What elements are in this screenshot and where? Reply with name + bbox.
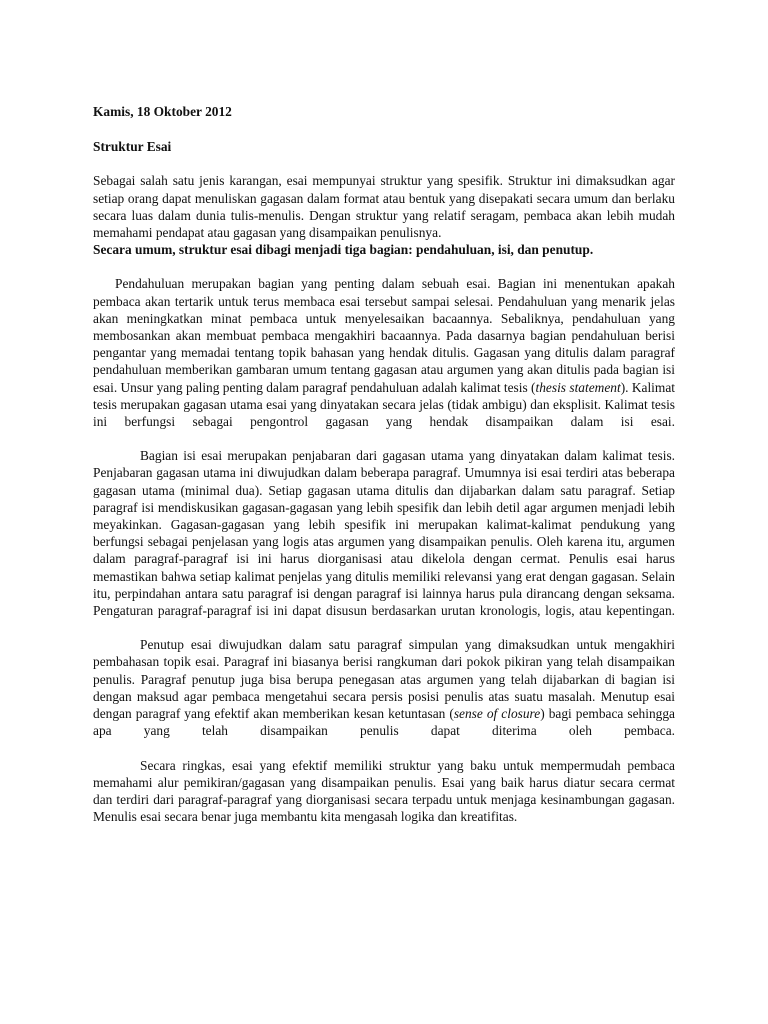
paragraph-conclusion-text-a: Penutup esai diwujudkan dalam satu paragraf simpulan yang dimaksudkan untuk mengakhiri pembahasan topik esai. Paragraf ini biasanya berisi rangkuman dari pokok pikiran yang telah disampaikan penulis. Paragraf penutup juga bisa berupa penegasan atas argumen yang telah dijabarkan di bagian isi dengan maksud agar pembaca mengetahui secara persis posisi penulis atas suatu masalah. Menutup esai dengan paragraf yang efektif akan memberikan kesan ketuntasan ( (93, 637, 675, 722)
paragraph-body: Bagian isi esai merupakan penjabaran dari gagasan utama yang dinyatakan dalam kalimat tesis. Penjabaran gagasan utama ini diwujudkan dalam beberapa paragraf. Umumnya isi esai terdiri atas beberapa gagasan utama (minimal dua). Setiap gagasan utama ditulis dan dijabarkan dalam satu paragraf. Setiap paragraf isi mendiskusikan gagasan-gagasan yang lebih spesifik dan lebih detil agar argumen menjadi lebih meyakinkan. Gagasan-gagasan yang lebih spesifik ini merupakan kalimat-kalimat pendukung yang berfungsi sebagai penjelasan yang logis atas argumen yang disampaikan penulis. Oleh karena itu, argumen dalam paragraf-paragraf isi ini harus diorganisasi atau dikelola dengan cermat. Penulis esai harus memastikan bahwa setiap kalimat penjelas yang ditulis memiliki relevansi yang erat dengan gagasan. Selain itu, perpindahan antara satu paragraf isi dengan paragraf isi lainnya harus pula dirancang dengan seksama. Pengaturan paragraf-paragraf isi ini dapat disusun berdasarkan urutan kronologis, logis, atau kepentingan. (93, 448, 675, 619)
paragraph-introduction (93, 275, 675, 430)
paragraph-conclusion (93, 636, 675, 739)
paragraph-summary: Secara ringkas, esai yang efektif memiliki struktur yang baku untuk mempermudah pembaca memahami alur pemikiran/gagasan yang disampaikan penulis. Esai yang baik harus diatur secara cermat dan terdiri dari paragraf-paragraf yang diorganisasi secara terpadu untuk menjaga kesinambungan gagasan. Menulis esai secara benar juga membantu kita mengasah logika dan kreatifitas. (93, 757, 675, 825)
paragraph-conclusion-text-b: ) bagi pembaca sehingga apa yang telah disampaikan penulis dapat diterima oleh pembaca. (93, 706, 675, 739)
paragraph-conclusion-emphasis: sense of closure (453, 706, 541, 722)
intro-paragraph: Sebagai salah satu jenis karangan, esai mempunyai struktur yang spesifik. Struktur ini dimaksudkan agar setiap orang dapat menuliskan gagasan dalam format atau bentuk yang disepakati secara umum dan berlaku secara luas dalam dunia tulis-menulis. Dengan struktur yang relatif seragam, pembaca akan lebih mudah memahami pendapat atau gagasan yang disampaikan penulisnya. (93, 173, 675, 241)
paragraph-introduction-text-b: ). Kalimat tesis merupakan gagasan utama esai yang dinyatakan secara jelas (tidak ambigu) dan eksplisit. Kalimat tesis ini berfungsi sebagai pengontrol gagasan yang hendak disampaikan dalam isi esai. (93, 379, 675, 430)
paragraph-introduction-text-a: Pendahuluan merupakan bagian yang penting dalam sebuah esai. Bagian ini menentukan apakah pembaca akan tertarik untuk terus membaca esai tersebut sampai selesai. Pendahuluan yang menarik jelas akan meningkatkan minat pembaca untuk menyelesaikan bacaannya. Sebaliknya, pendahuluan yang membosankan akan membuat pembaca mengakhiri bacaannya. Pada dasarnya bagian pendahuluan berisi pengantar yang memadai tentang topik bahasan yang hendak ditulis. Gagasan yang ditulis dalam paragraf pendahuluan memberikan gambaran umum tentang gagasan atau argumen yang akan ditulis pada bagian isi esai. Unsur yang paling penting dalam paragraf pendahuluan adalah kalimat tesis ( (93, 276, 675, 395)
document-title: Struktur Esai (93, 139, 172, 155)
document-date: Kamis, 18 Oktober 2012 (93, 104, 232, 119)
thesis-sentence: Secara umum, struktur esai dibagi menjadi tiga bagian: pendahuluan, isi, dan penutup. (93, 242, 594, 258)
paragraph-introduction-emphasis: thesis statement (535, 379, 621, 395)
document-page (93, 103, 675, 842)
